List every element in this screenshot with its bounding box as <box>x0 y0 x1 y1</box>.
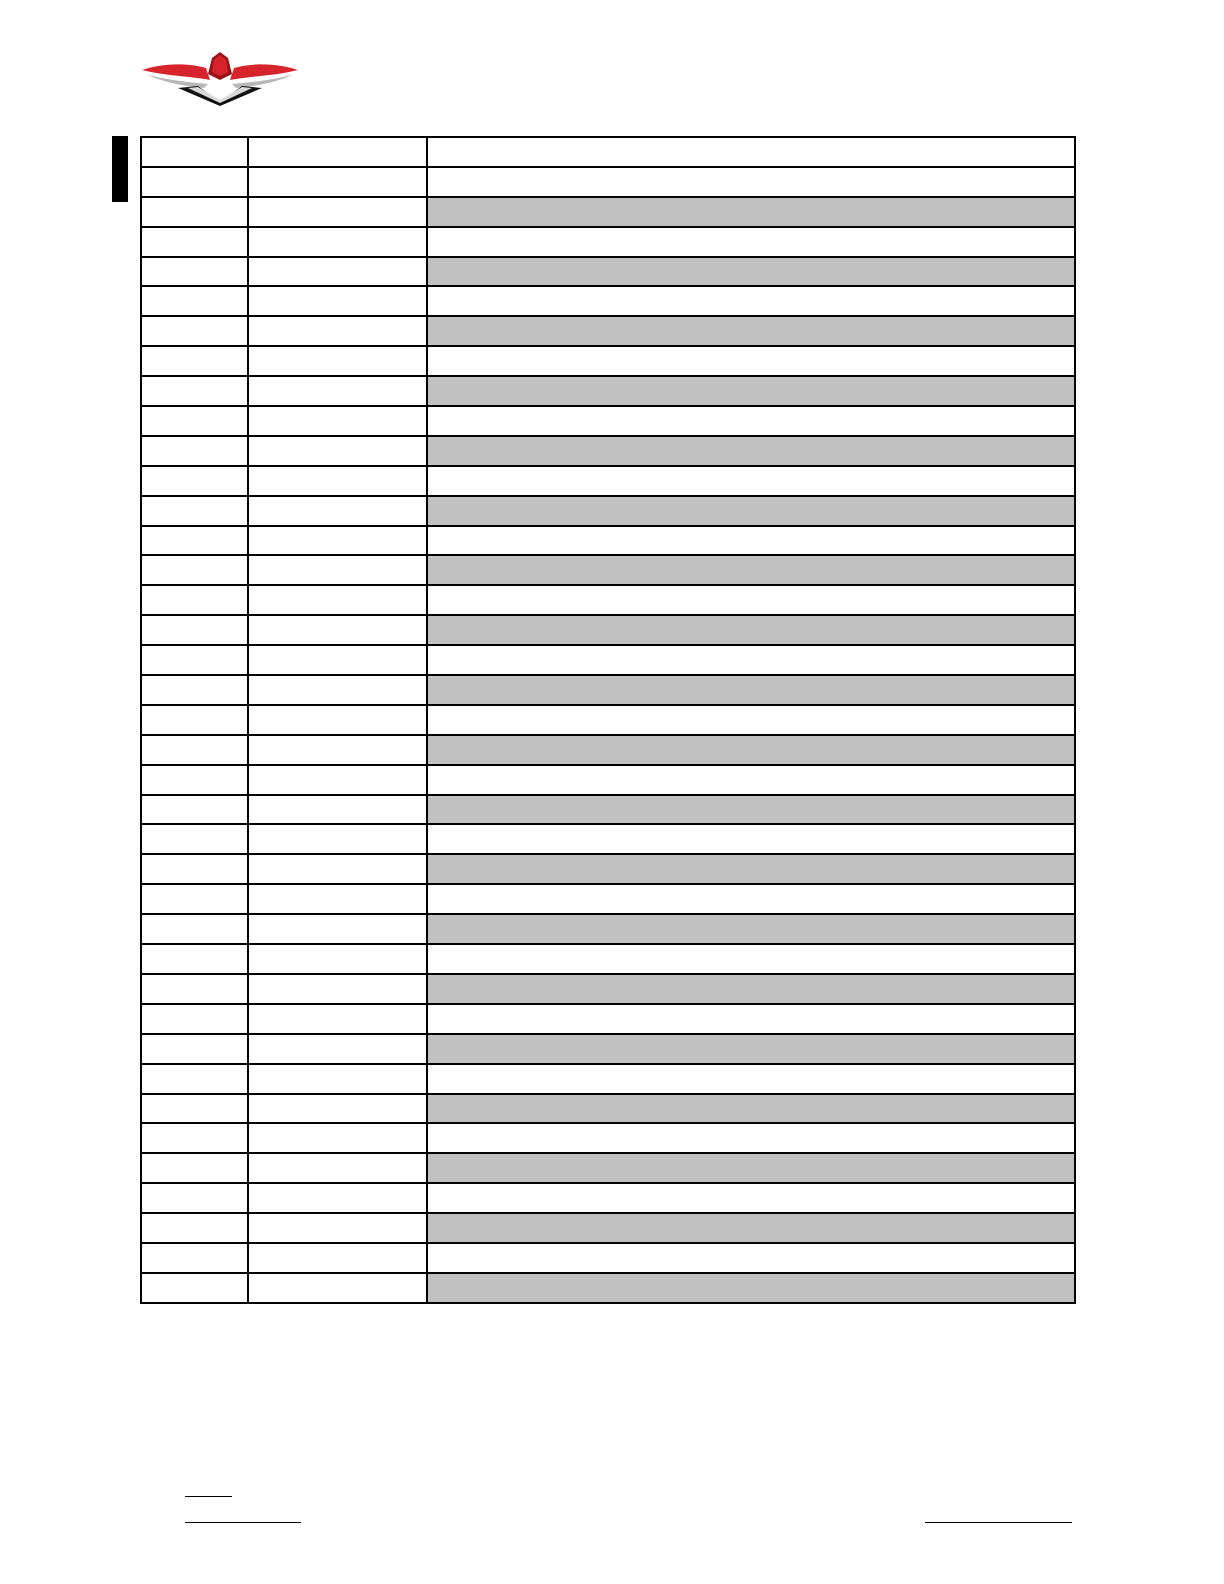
table-cell-desc <box>427 1123 1075 1153</box>
table-cell-desc <box>427 795 1075 825</box>
table-cell-col-b <box>248 1034 427 1064</box>
table-cell-col-b <box>248 645 427 675</box>
table-row <box>141 585 1075 615</box>
table-cell-col-a <box>141 1183 248 1213</box>
table-cell-desc <box>427 1034 1075 1064</box>
table-row <box>141 406 1075 436</box>
table-cell-col-b <box>248 286 427 316</box>
table-cell-col-a <box>141 974 248 1004</box>
table-row <box>141 436 1075 466</box>
table-cell-col-b <box>248 436 427 466</box>
table-cell-desc <box>427 1094 1075 1124</box>
table-cell-col-b <box>248 1064 427 1094</box>
table-cell-desc <box>427 914 1075 944</box>
table-cell-col-b <box>248 555 427 585</box>
table-cell-col-a <box>141 1153 248 1183</box>
table-cell-col-b <box>248 1183 427 1213</box>
table-cell-col-a <box>141 286 248 316</box>
table-cell-col-a <box>141 137 248 167</box>
table-cell-col-b <box>248 137 427 167</box>
table-cell-col-a <box>141 197 248 227</box>
table-row <box>141 1064 1075 1094</box>
table-cell-desc <box>427 735 1075 765</box>
table-cell-col-a <box>141 1243 248 1273</box>
table-cell-col-b <box>248 1123 427 1153</box>
table-row <box>141 137 1075 167</box>
table-row <box>141 197 1075 227</box>
table-cell-desc <box>427 376 1075 406</box>
table-cell-desc <box>427 555 1075 585</box>
table-row <box>141 884 1075 914</box>
footer-rule-short <box>185 1496 232 1497</box>
table-cell-col-a <box>141 1213 248 1243</box>
table-cell-desc <box>427 645 1075 675</box>
revision-change-bar <box>112 136 128 202</box>
table-row <box>141 824 1075 854</box>
table-cell-desc <box>427 585 1075 615</box>
table-row <box>141 1213 1075 1243</box>
table-cell-desc <box>427 705 1075 735</box>
footer-rule-right <box>925 1522 1072 1523</box>
table-cell-col-a <box>141 227 248 257</box>
table-cell-col-b <box>248 735 427 765</box>
table-cell-desc <box>427 526 1075 556</box>
table-cell-col-a <box>141 406 248 436</box>
table-cell-col-a <box>141 526 248 556</box>
table-cell-desc <box>427 346 1075 376</box>
table-cell-col-b <box>248 944 427 974</box>
grid-body <box>141 137 1075 1303</box>
table-row <box>141 227 1075 257</box>
table-cell-col-b <box>248 1094 427 1124</box>
table-cell-desc <box>427 884 1075 914</box>
table-cell-col-b <box>248 765 427 795</box>
table-cell-col-b <box>248 854 427 884</box>
table-row <box>141 1273 1075 1303</box>
table-row <box>141 376 1075 406</box>
table-cell-col-a <box>141 735 248 765</box>
table-cell-col-a <box>141 436 248 466</box>
table-cell-col-b <box>248 615 427 645</box>
table-row <box>141 675 1075 705</box>
table-cell-desc <box>427 406 1075 436</box>
table-cell-col-b <box>248 884 427 914</box>
table-cell-col-a <box>141 705 248 735</box>
table-row <box>141 466 1075 496</box>
table-cell-col-a <box>141 585 248 615</box>
table-cell-col-b <box>248 1243 427 1273</box>
table-cell-col-a <box>141 167 248 197</box>
table-cell-col-a <box>141 854 248 884</box>
table-cell-col-b <box>248 526 427 556</box>
table-cell-desc <box>427 1183 1075 1213</box>
table-cell-col-b <box>248 466 427 496</box>
table-cell-col-a <box>141 555 248 585</box>
table-cell-col-a <box>141 257 248 287</box>
table-cell-desc <box>427 227 1075 257</box>
table-cell-desc <box>427 197 1075 227</box>
table-cell-col-b <box>248 1213 427 1243</box>
table-cell-col-a <box>141 675 248 705</box>
table-cell-col-a <box>141 316 248 346</box>
table-cell-desc <box>427 1004 1075 1034</box>
table-cell-col-b <box>248 257 427 287</box>
table-row <box>141 705 1075 735</box>
table-cell-col-b <box>248 346 427 376</box>
table-cell-col-b <box>248 824 427 854</box>
table-row <box>141 526 1075 556</box>
table-cell-col-b <box>248 914 427 944</box>
table-row <box>141 974 1075 1004</box>
table-cell-col-b <box>248 316 427 346</box>
table-cell-desc <box>427 1153 1075 1183</box>
table-cell-col-a <box>141 496 248 526</box>
table-cell-col-a <box>141 1064 248 1094</box>
table-cell-col-b <box>248 795 427 825</box>
table-cell-col-a <box>141 615 248 645</box>
table-cell-desc <box>427 286 1075 316</box>
table-cell-col-b <box>248 1273 427 1303</box>
table-cell-desc <box>427 944 1075 974</box>
table-cell-desc <box>427 137 1075 167</box>
table-row <box>141 257 1075 287</box>
table-cell-col-b <box>248 406 427 436</box>
table-cell-desc <box>427 675 1075 705</box>
table-cell-col-a <box>141 1004 248 1034</box>
table-cell-desc <box>427 1243 1075 1273</box>
table-cell-desc <box>427 1064 1075 1094</box>
table-row <box>141 645 1075 675</box>
table-row <box>141 496 1075 526</box>
table-cell-col-a <box>141 1123 248 1153</box>
table-cell-desc <box>427 974 1075 1004</box>
table-cell-col-a <box>141 1034 248 1064</box>
footer-rule-left <box>185 1522 301 1523</box>
table-cell-desc <box>427 1213 1075 1243</box>
table-cell-desc <box>427 824 1075 854</box>
table-row <box>141 316 1075 346</box>
table-row <box>141 1153 1075 1183</box>
table-row <box>141 1243 1075 1273</box>
table-cell-col-a <box>141 824 248 854</box>
table-cell-col-a <box>141 645 248 675</box>
table-cell-col-b <box>248 227 427 257</box>
table-row <box>141 795 1075 825</box>
table-row <box>141 735 1075 765</box>
winged-m-logo-icon <box>140 50 300 106</box>
table-cell-desc <box>427 854 1075 884</box>
table-cell-col-a <box>141 914 248 944</box>
table-row <box>141 167 1075 197</box>
table-cell-desc <box>427 765 1075 795</box>
table-cell-col-a <box>141 795 248 825</box>
table-row <box>141 944 1075 974</box>
table-cell-col-a <box>141 765 248 795</box>
table-cell-col-a <box>141 884 248 914</box>
table-cell-col-a <box>141 376 248 406</box>
table-row <box>141 1123 1075 1153</box>
table-cell-desc <box>427 257 1075 287</box>
table-row <box>141 346 1075 376</box>
table-cell-col-b <box>248 585 427 615</box>
table-cell-col-b <box>248 1153 427 1183</box>
table-cell-col-b <box>248 197 427 227</box>
table-cell-col-a <box>141 944 248 974</box>
table-row <box>141 1004 1075 1034</box>
table-row <box>141 286 1075 316</box>
table-cell-col-b <box>248 167 427 197</box>
table-cell-desc <box>427 167 1075 197</box>
table-cell-col-a <box>141 1273 248 1303</box>
table-row <box>141 555 1075 585</box>
table-row <box>141 1183 1075 1213</box>
data-grid-table <box>140 136 1076 1304</box>
table-row <box>141 1034 1075 1064</box>
table-cell-desc <box>427 316 1075 346</box>
table-cell-col-a <box>141 466 248 496</box>
table-cell-desc <box>427 466 1075 496</box>
table-row <box>141 854 1075 884</box>
table-row <box>141 914 1075 944</box>
table-cell-desc <box>427 615 1075 645</box>
table-cell-col-b <box>248 496 427 526</box>
table-cell-col-b <box>248 705 427 735</box>
table-row <box>141 615 1075 645</box>
table-cell-col-b <box>248 974 427 1004</box>
table-row <box>141 1094 1075 1124</box>
table-row <box>141 765 1075 795</box>
table-cell-col-b <box>248 1004 427 1034</box>
table-cell-col-a <box>141 1094 248 1124</box>
table-cell-col-b <box>248 376 427 406</box>
table-cell-desc <box>427 436 1075 466</box>
table-cell-col-a <box>141 346 248 376</box>
table-cell-col-b <box>248 675 427 705</box>
table-cell-desc <box>427 496 1075 526</box>
table-cell-desc <box>427 1273 1075 1303</box>
